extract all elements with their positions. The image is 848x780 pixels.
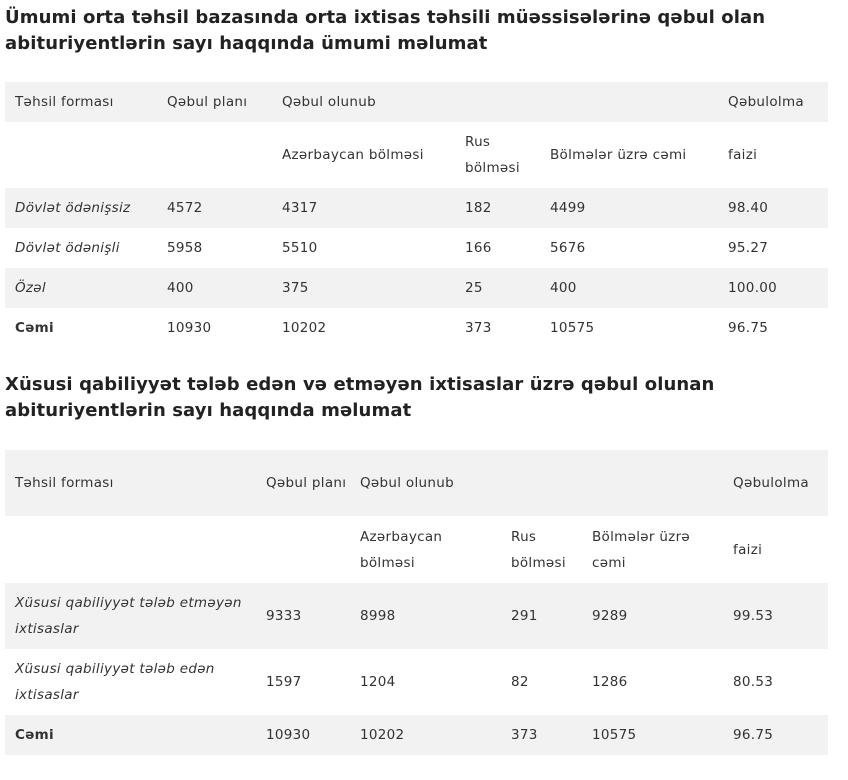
- cell-az: 10202: [350, 715, 501, 755]
- cell-plan: 400: [157, 268, 272, 308]
- header-rate: Qəbulolma: [723, 450, 828, 516]
- cell-form: Dövlət ödənişli: [15, 240, 120, 256]
- cell-form: Cəmi: [5, 715, 256, 755]
- cell-az: 10202: [282, 320, 327, 336]
- cell-ru: 25: [455, 268, 540, 308]
- header-admitted: Qəbul olunub: [350, 450, 723, 516]
- header-rate-2: faizi: [728, 147, 758, 163]
- cell-total: 5676: [550, 240, 586, 256]
- cell-total: 9289: [582, 583, 723, 649]
- cell-plan: 5958: [167, 240, 203, 256]
- cell-ru: 166: [465, 240, 492, 256]
- header-ru: Rus bölməsi: [511, 528, 566, 571]
- cell-az: 5510: [282, 240, 318, 256]
- cell-az: 8998: [350, 583, 501, 649]
- cell-az: 375: [272, 268, 455, 308]
- header-az: Azərbaycan bölməsi: [282, 147, 424, 163]
- header-total: Bölmələr üzrə cəmi: [550, 147, 687, 163]
- header-az: Azərbaycan bölməsi: [360, 528, 443, 571]
- header-admitted: Qəbul olunub: [272, 82, 718, 122]
- cell-rate: 98.40: [718, 188, 828, 228]
- cell-form: Özəl: [5, 268, 157, 308]
- table-row: [5, 228, 828, 268]
- cell-total: 10575: [550, 320, 595, 336]
- table-total-row: [5, 308, 828, 348]
- header-plan: Qəbul planı: [256, 450, 350, 516]
- cell-plan: 9333: [256, 583, 350, 649]
- cell-total: 10575: [582, 715, 723, 755]
- table-row: [5, 188, 828, 228]
- header-form: Təhsil forması: [5, 450, 256, 516]
- special-ability-table: [5, 450, 828, 755]
- cell-rate: 96.75: [723, 715, 828, 755]
- header-rate-2: faizi: [733, 541, 763, 558]
- cell-ru: 373: [501, 715, 582, 755]
- cell-az: 1204: [360, 674, 396, 690]
- header-ru: Rus bölməsi: [465, 134, 520, 176]
- table-subheader-row: [5, 122, 828, 188]
- cell-plan: 1597: [266, 674, 302, 690]
- cell-ru: 291: [501, 583, 582, 649]
- table-header-row: [5, 450, 828, 516]
- cell-form: Cəmi: [15, 320, 54, 336]
- admission-summary-table: [5, 82, 828, 348]
- cell-total: 4499: [540, 188, 718, 228]
- table-row: [5, 583, 828, 649]
- header-plan: Qəbul planı: [157, 82, 272, 122]
- cell-form: Xüsusi qabiliyyət tələb edən ixtisaslar: [15, 661, 215, 703]
- cell-ru: 82: [511, 674, 529, 690]
- cell-plan: 4572: [157, 188, 272, 228]
- cell-form: Xüsusi qabiliyyət tələb etməyən ixtisaslar: [5, 583, 256, 649]
- table-subheader-row: [5, 516, 828, 583]
- header-rate: Qəbulolma: [718, 82, 828, 122]
- cell-az: 4317: [272, 188, 455, 228]
- section1-title: Ümumi orta təhsil bazasında orta ixtisas təhsili müəssisələrinə qəbul olan abituriyentlərin sayı haqqında ümumi məlumat: [5, 7, 766, 54]
- cell-total: 400: [540, 268, 718, 308]
- cell-ru: 182: [455, 188, 540, 228]
- table-row: [5, 649, 828, 715]
- cell-ru: 373: [465, 320, 492, 336]
- cell-rate: 80.53: [733, 674, 774, 690]
- header-form: Təhsil forması: [5, 82, 157, 122]
- cell-form: Dövlət ödənişsiz: [5, 188, 157, 228]
- cell-rate: 100.00: [718, 268, 828, 308]
- table-total-row: [5, 715, 828, 755]
- cell-rate: 99.53: [723, 583, 828, 649]
- header-total: Bölmələr üzrə cəmi: [592, 528, 691, 571]
- cell-total: 1286: [592, 674, 628, 690]
- section2-title: Xüsusi qabiliyyət tələb edən və etməyən ixtisaslar üzrə qəbul olunan abituriyentlərin sayı haqqında məlumat: [5, 374, 715, 421]
- table-header-row: [5, 82, 828, 122]
- cell-rate: 96.75: [728, 320, 769, 336]
- table-row: [5, 268, 828, 308]
- cell-plan: 10930: [167, 320, 212, 336]
- cell-plan: 10930: [256, 715, 350, 755]
- cell-rate: 95.27: [728, 240, 769, 256]
